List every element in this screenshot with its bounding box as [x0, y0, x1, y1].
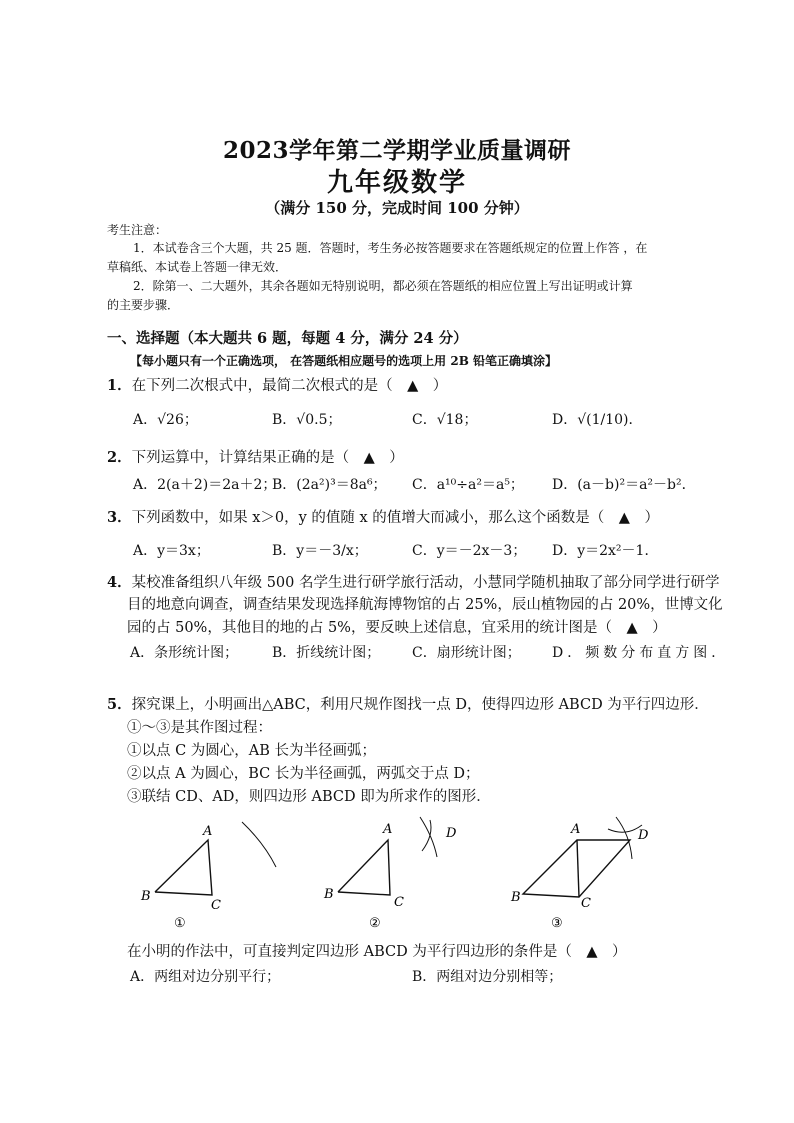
question-5-line-3: ①以点 C 为圆心，AB 长为半径画弧；: [127, 743, 377, 759]
notice-item2-line2: 的主要步骤．: [107, 298, 180, 312]
notice-item1-line2: 草稿纸、本试卷上答题一律无效．: [107, 260, 288, 274]
point-a-label: A: [383, 822, 393, 837]
q1-option-d: D．√(1/10)．: [552, 412, 643, 428]
question-line-1: 探究课上，小明画出△ABC，利用尺规作图找一点 D，使得四边形 ABCD 为平行四边形．: [131, 697, 709, 713]
section1-hint: 【每小题只有一个正确选项， 在答题纸相应题号的选项上用 2B 铅笔正确填涂】: [130, 354, 558, 368]
q3-option-a: A．y＝3x；: [133, 543, 210, 559]
point-b-label: B: [141, 889, 151, 904]
question-number: 4．: [107, 574, 132, 591]
point-b-label: B: [324, 887, 334, 902]
exam-title: 2023学年第二学期学业质量调研: [222, 137, 571, 164]
arc-from-c: [242, 822, 276, 867]
q1-option-b: B．√0.5；: [272, 412, 342, 428]
diagonal-ac: [577, 840, 579, 897]
question-stem: 下列运算中，计算结果正确的是（ ▲ ）: [131, 450, 404, 466]
exam-info: （满分 150 分，完成时间 100 分钟）: [265, 199, 529, 217]
question-stem: 在下列二次根式中，最简二次根式的是（ ▲ ）: [131, 378, 448, 394]
question-5-line-5: ③联结 CD、AD，则四边形 ABCD 即为所求作的图形．: [127, 789, 491, 805]
q4-option-b: B．折线统计图；: [272, 645, 381, 661]
triangle-abc: [155, 840, 212, 895]
point-d-label: D: [638, 828, 649, 843]
notice-heading: 考生注意：: [107, 223, 168, 237]
point-d-label: D: [446, 826, 457, 841]
figure-3-label: ③: [551, 916, 563, 931]
point-c-label: C: [581, 896, 591, 911]
notice-item2-line1: 2．除第一、二大题外，其余各题如无特别说明，都必须在答题纸的相应位置上写出证明或计算: [133, 279, 633, 293]
q2-option-d: D．(a－b)²＝a²－b²．: [552, 477, 696, 493]
question-4-line-2: 目的地意向调查，调查结果发现选择航海博物馆的占 25%，辰山植物园的占 20%，世博文化: [127, 597, 723, 613]
question-number: 2．: [107, 449, 132, 466]
figure-1-label: ①: [174, 916, 186, 931]
question-5-line-4: ②以点 A 为圆心，BC 长为半径画弧，两弧交于点 D；: [127, 766, 480, 782]
question-line-1: 某校准备组织八年级 500 名学生进行研学旅行活动，小慧同学随机抽取了部分同学进行研学: [131, 575, 720, 591]
q5-option-a: A．两组对边分别平行；: [130, 969, 281, 985]
point-b-label: B: [511, 890, 521, 905]
q4-option-d: D．频数分布直方图．: [552, 645, 730, 661]
triangle-abc: [338, 840, 390, 895]
question-2: [107, 446, 404, 467]
question-5-ask: 在小明的作法中，可直接判定四边形 ABCD 为平行四边形的条件是（ ▲ ）: [127, 944, 627, 960]
question-number: 3．: [107, 509, 132, 526]
q5-option-b: B．两组对边分别相等；: [412, 969, 563, 985]
q4-option-a: A．条形统计图；: [130, 645, 239, 661]
q3-option-d: D．y＝2x²－1．: [552, 543, 659, 559]
section1-title: 一、选择题（本大题共 6 题，每题 4 分，满分 24 分）: [107, 330, 468, 347]
question-5-line-2: ①～③是其作图过程：: [127, 720, 272, 736]
question-number: 5．: [107, 696, 132, 713]
question-number: 1．: [107, 377, 132, 394]
point-c-label: C: [211, 898, 221, 913]
figure-2-label: ②: [369, 916, 381, 931]
arc-from-a: [422, 820, 431, 851]
q1-option-a: A．√26；: [133, 412, 198, 428]
figure-1: [140, 822, 276, 931]
point-a-label: A: [571, 822, 581, 837]
question-5: [107, 693, 709, 717]
question-4-line-3: 园的占 50%，其他目的地的占 5%，要反映上述信息，宜采用的统计图是（ ▲ ）: [127, 620, 667, 636]
q4-option-c: C．扇形统计图；: [412, 645, 521, 661]
exam-subject: 九年级数学: [326, 168, 467, 198]
question-3: [107, 506, 659, 527]
question-stem: 下列函数中，如果 x＞0，y 的值随 x 的值增大而减小，那么这个函数是（ ▲ ）: [131, 510, 659, 526]
q2-option-a: A．2(a＋2)＝2a＋2；: [133, 477, 277, 493]
question-4: [107, 571, 720, 595]
parallelogram-abcd: [523, 840, 630, 897]
question-1: [107, 374, 447, 395]
q1-option-c: C．√18；: [412, 412, 478, 428]
point-a-label: A: [203, 824, 213, 839]
q2-option-c: C．a¹⁰÷a²＝a⁵；: [412, 477, 524, 493]
q3-option-c: C．y＝－2x－3；: [412, 543, 527, 559]
notice-item1-line1: 1．本试卷含三个大题，共 25 题．答题时，考生务必按答题要求在答题纸规定的位置上作答 ，在: [133, 241, 648, 255]
q3-option-b: B．y＝－3/x；: [272, 543, 368, 559]
construction-figures: [130, 815, 670, 935]
q2-option-b: B．(2a²)³＝8a⁶；: [272, 477, 387, 493]
figure-2: [323, 817, 457, 931]
point-c-label: C: [394, 895, 404, 910]
figure-3: [510, 817, 649, 931]
